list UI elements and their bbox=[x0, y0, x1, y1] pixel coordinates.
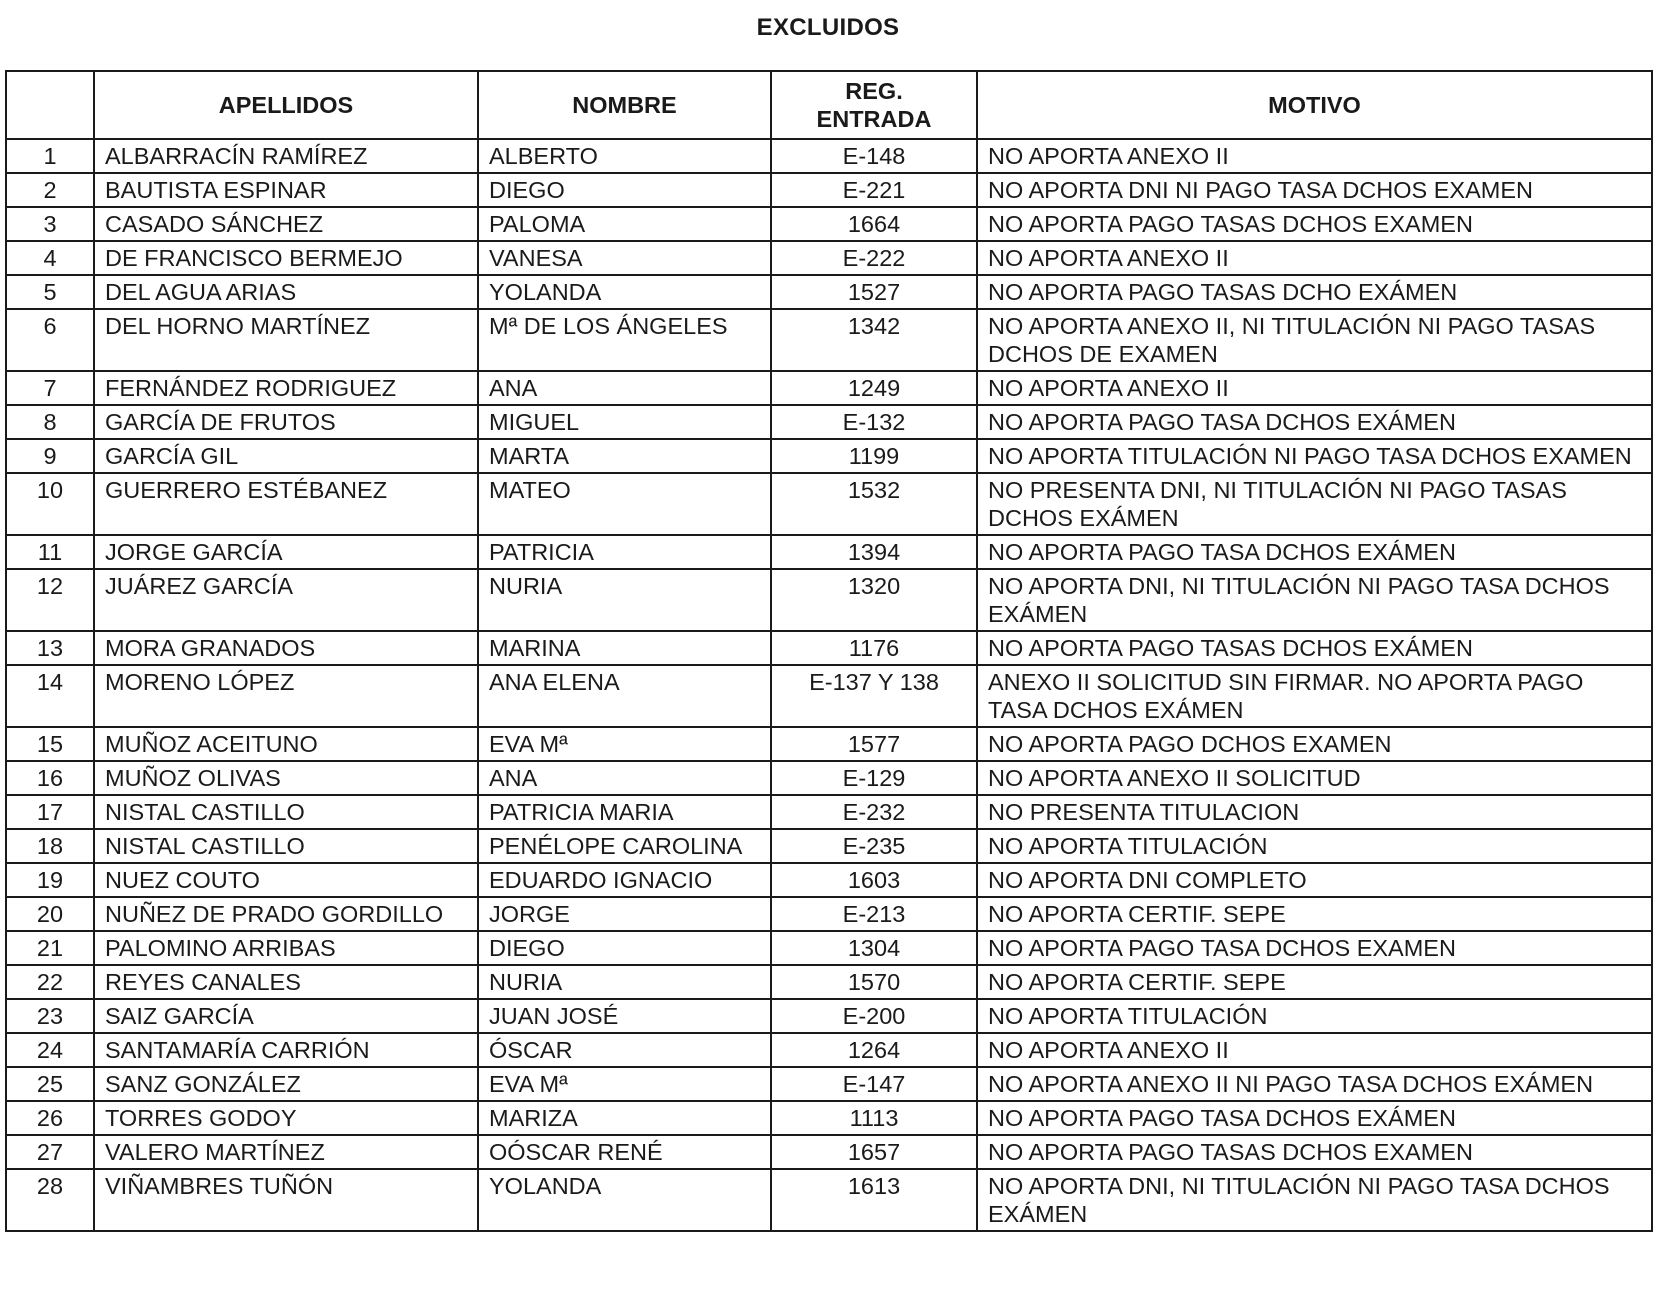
row-number: 13 bbox=[6, 631, 94, 665]
row-number: 12 bbox=[6, 569, 94, 631]
motivo-cell: NO APORTA PAGO TASA DCHOS EXÁMEN bbox=[977, 535, 1652, 569]
apellidos-cell: VALERO MARTÍNEZ bbox=[94, 1135, 478, 1169]
motivo-cell: NO APORTA ANEXO II bbox=[977, 371, 1652, 405]
motivo-cell: NO PRESENTA DNI, NI TITULACIÓN NI PAGO TASAS DCHOS EXÁMEN bbox=[977, 473, 1652, 535]
row-number: 26 bbox=[6, 1101, 94, 1135]
motivo-cell: NO APORTA CERTIF. SEPE bbox=[977, 965, 1652, 999]
apellidos-cell: MORA GRANADOS bbox=[94, 631, 478, 665]
table-row bbox=[6, 371, 1652, 405]
motivo-cell: NO APORTA PAGO TASA DCHOS EXÁMEN bbox=[977, 1101, 1652, 1135]
header-apellidos: APELLIDOS bbox=[94, 71, 478, 139]
apellidos-cell: TORRES GODOY bbox=[94, 1101, 478, 1135]
reg-entrada-cell: E-232 bbox=[771, 795, 977, 829]
excluded-table bbox=[5, 70, 1653, 1232]
nombre-cell: EDUARDO IGNACIO bbox=[478, 863, 771, 897]
table-row bbox=[6, 931, 1652, 965]
table-row bbox=[6, 1033, 1652, 1067]
table-row bbox=[6, 761, 1652, 795]
motivo-cell: ANEXO II SOLICITUD SIN FIRMAR. NO APORTA PAGO TASA DCHOS EXÁMEN bbox=[977, 665, 1652, 727]
nombre-cell: PALOMA bbox=[478, 207, 771, 241]
motivo-cell: NO APORTA DNI, NI TITULACIÓN NI PAGO TASA DCHOS EXÁMEN bbox=[977, 1169, 1652, 1231]
row-number: 8 bbox=[6, 405, 94, 439]
motivo-cell: NO APORTA ANEXO II, NI TITULACIÓN NI PAGO TASAS DCHOS DE EXAMEN bbox=[977, 309, 1652, 371]
apellidos-cell: SAIZ GARCÍA bbox=[94, 999, 478, 1033]
motivo-cell: NO APORTA DNI COMPLETO bbox=[977, 863, 1652, 897]
nombre-cell: ANA ELENA bbox=[478, 665, 771, 727]
row-number: 25 bbox=[6, 1067, 94, 1101]
row-number: 21 bbox=[6, 931, 94, 965]
motivo-cell: NO APORTA PAGO TASAS DCHOS EXÁMEN bbox=[977, 631, 1652, 665]
row-number: 20 bbox=[6, 897, 94, 931]
apellidos-cell: SANZ GONZÁLEZ bbox=[94, 1067, 478, 1101]
reg-entrada-cell: 1394 bbox=[771, 535, 977, 569]
motivo-cell: NO APORTA TITULACIÓN bbox=[977, 999, 1652, 1033]
row-number: 22 bbox=[6, 965, 94, 999]
reg-entrada-cell: E-200 bbox=[771, 999, 977, 1033]
row-number: 14 bbox=[6, 665, 94, 727]
row-number: 23 bbox=[6, 999, 94, 1033]
reg-entrada-cell: 1570 bbox=[771, 965, 977, 999]
header-reg-line1: REG. bbox=[845, 78, 903, 104]
header-row bbox=[6, 71, 1652, 139]
apellidos-cell: MUÑOZ OLIVAS bbox=[94, 761, 478, 795]
apellidos-cell: ALBARRACÍN RAMÍREZ bbox=[94, 139, 478, 173]
nombre-cell: PATRICIA bbox=[478, 535, 771, 569]
motivo-cell: NO APORTA ANEXO II bbox=[977, 139, 1652, 173]
table-row bbox=[6, 631, 1652, 665]
table-row bbox=[6, 897, 1652, 931]
apellidos-cell: JORGE GARCÍA bbox=[94, 535, 478, 569]
motivo-cell: NO APORTA PAGO TASAS DCHOS EXAMEN bbox=[977, 1135, 1652, 1169]
reg-entrada-cell: 1603 bbox=[771, 863, 977, 897]
reg-entrada-cell: 1657 bbox=[771, 1135, 977, 1169]
apellidos-cell: DEL HORNO MARTÍNEZ bbox=[94, 309, 478, 371]
apellidos-cell: BAUTISTA ESPINAR bbox=[94, 173, 478, 207]
apellidos-cell: VIÑAMBRES TUÑÓN bbox=[94, 1169, 478, 1231]
reg-entrada-cell: 1199 bbox=[771, 439, 977, 473]
nombre-cell: DIEGO bbox=[478, 173, 771, 207]
nombre-cell: MARIZA bbox=[478, 1101, 771, 1135]
reg-entrada-cell: 1342 bbox=[771, 309, 977, 371]
page-title: EXCLUIDOS bbox=[756, 14, 900, 41]
row-number: 28 bbox=[6, 1169, 94, 1231]
motivo-cell: NO APORTA ANEXO II NI PAGO TASA DCHOS EXÁMEN bbox=[977, 1067, 1652, 1101]
motivo-cell: NO APORTA DNI NI PAGO TASA DCHOS EXAMEN bbox=[977, 173, 1652, 207]
reg-entrada-cell: 1613 bbox=[771, 1169, 977, 1231]
table-row bbox=[6, 665, 1652, 727]
table-row bbox=[6, 173, 1652, 207]
motivo-cell: NO APORTA TITULACIÓN NI PAGO TASA DCHOS EXAMEN bbox=[977, 439, 1652, 473]
reg-entrada-cell: E-147 bbox=[771, 1067, 977, 1101]
row-number: 3 bbox=[6, 207, 94, 241]
nombre-cell: ANA bbox=[478, 761, 771, 795]
nombre-cell: ALBERTO bbox=[478, 139, 771, 173]
row-number: 2 bbox=[6, 173, 94, 207]
nombre-cell: OÓSCAR RENÉ bbox=[478, 1135, 771, 1169]
table-row bbox=[6, 241, 1652, 275]
row-number: 15 bbox=[6, 727, 94, 761]
table-row bbox=[6, 535, 1652, 569]
apellidos-cell: DEL AGUA ARIAS bbox=[94, 275, 478, 309]
apellidos-cell: JUÁREZ GARCÍA bbox=[94, 569, 478, 631]
apellidos-cell: NUEZ COUTO bbox=[94, 863, 478, 897]
nombre-cell: PATRICIA MARIA bbox=[478, 795, 771, 829]
row-number: 10 bbox=[6, 473, 94, 535]
nombre-cell: NURIA bbox=[478, 569, 771, 631]
table-row bbox=[6, 999, 1652, 1033]
nombre-cell: MARTA bbox=[478, 439, 771, 473]
table-row bbox=[6, 1169, 1652, 1231]
table-row bbox=[6, 439, 1652, 473]
motivo-cell: NO APORTA ANEXO II bbox=[977, 241, 1652, 275]
reg-entrada-cell: 1527 bbox=[771, 275, 977, 309]
table-row bbox=[6, 1135, 1652, 1169]
row-number: 11 bbox=[6, 535, 94, 569]
table-row bbox=[6, 1101, 1652, 1135]
apellidos-cell: MORENO LÓPEZ bbox=[94, 665, 478, 727]
apellidos-cell: SANTAMARÍA CARRIÓN bbox=[94, 1033, 478, 1067]
table-row bbox=[6, 727, 1652, 761]
header-reg-line2: ENTRADA bbox=[816, 106, 932, 132]
reg-entrada-cell: 1320 bbox=[771, 569, 977, 631]
row-number: 24 bbox=[6, 1033, 94, 1067]
nombre-cell: ÓSCAR bbox=[478, 1033, 771, 1067]
reg-entrada-cell: 1577 bbox=[771, 727, 977, 761]
row-number: 7 bbox=[6, 371, 94, 405]
nombre-cell: MIGUEL bbox=[478, 405, 771, 439]
motivo-cell: NO APORTA PAGO TASA DCHOS EXAMEN bbox=[977, 931, 1652, 965]
reg-entrada-cell: E-129 bbox=[771, 761, 977, 795]
nombre-cell: YOLANDA bbox=[478, 1169, 771, 1231]
header-number bbox=[6, 71, 94, 139]
table-row bbox=[6, 139, 1652, 173]
table-row bbox=[6, 965, 1652, 999]
table-row bbox=[6, 1067, 1652, 1101]
apellidos-cell: GUERRERO ESTÉBANEZ bbox=[94, 473, 478, 535]
nombre-cell: YOLANDA bbox=[478, 275, 771, 309]
table-row bbox=[6, 569, 1652, 631]
reg-entrada-cell: E-222 bbox=[771, 241, 977, 275]
row-number: 6 bbox=[6, 309, 94, 371]
motivo-cell: NO PRESENTA TITULACION bbox=[977, 795, 1652, 829]
row-number: 5 bbox=[6, 275, 94, 309]
nombre-cell: Mª DE LOS ÁNGELES bbox=[478, 309, 771, 371]
row-number: 19 bbox=[6, 863, 94, 897]
table-row bbox=[6, 863, 1652, 897]
motivo-cell: NO APORTA PAGO TASAS DCHO EXÁMEN bbox=[977, 275, 1652, 309]
motivo-cell: NO APORTA ANEXO II SOLICITUD bbox=[977, 761, 1652, 795]
motivo-cell: NO APORTA PAGO TASA DCHOS EXÁMEN bbox=[977, 405, 1652, 439]
apellidos-cell: GARCÍA GIL bbox=[94, 439, 478, 473]
table-row bbox=[6, 829, 1652, 863]
nombre-cell: PENÉLOPE CAROLINA bbox=[478, 829, 771, 863]
header-nombre: NOMBRE bbox=[478, 71, 771, 139]
nombre-cell: DIEGO bbox=[478, 931, 771, 965]
table-row bbox=[6, 309, 1652, 371]
apellidos-cell: DE FRANCISCO BERMEJO bbox=[94, 241, 478, 275]
reg-entrada-cell: E-213 bbox=[771, 897, 977, 931]
nombre-cell: NURIA bbox=[478, 965, 771, 999]
table-row bbox=[6, 405, 1652, 439]
nombre-cell: MATEO bbox=[478, 473, 771, 535]
nombre-cell: JUAN JOSÉ bbox=[478, 999, 771, 1033]
nombre-cell: VANESA bbox=[478, 241, 771, 275]
apellidos-cell: GARCÍA DE FRUTOS bbox=[94, 405, 478, 439]
apellidos-cell: FERNÁNDEZ RODRIGUEZ bbox=[94, 371, 478, 405]
reg-entrada-cell: 1249 bbox=[771, 371, 977, 405]
nombre-cell: MARINA bbox=[478, 631, 771, 665]
row-number: 17 bbox=[6, 795, 94, 829]
row-number: 16 bbox=[6, 761, 94, 795]
table-row bbox=[6, 795, 1652, 829]
reg-entrada-cell: E-221 bbox=[771, 173, 977, 207]
reg-entrada-cell: E-132 bbox=[771, 405, 977, 439]
reg-entrada-cell: 1264 bbox=[771, 1033, 977, 1067]
apellidos-cell: NUÑEZ DE PRADO GORDILLO bbox=[94, 897, 478, 931]
nombre-cell: EVA Mª bbox=[478, 1067, 771, 1101]
motivo-cell: NO APORTA ANEXO II bbox=[977, 1033, 1652, 1067]
row-number: 9 bbox=[6, 439, 94, 473]
nombre-cell: EVA Mª bbox=[478, 727, 771, 761]
reg-entrada-cell: 1532 bbox=[771, 473, 977, 535]
header-reg-entrada bbox=[771, 71, 977, 139]
reg-entrada-cell: 1113 bbox=[771, 1101, 977, 1135]
apellidos-cell: PALOMINO ARRIBAS bbox=[94, 931, 478, 965]
apellidos-cell: REYES CANALES bbox=[94, 965, 478, 999]
reg-entrada-cell: E-137 Y 138 bbox=[771, 665, 977, 727]
nombre-cell: ANA bbox=[478, 371, 771, 405]
nombre-cell: JORGE bbox=[478, 897, 771, 931]
motivo-cell: NO APORTA PAGO DCHOS EXAMEN bbox=[977, 727, 1652, 761]
apellidos-cell: MUÑOZ ACEITUNO bbox=[94, 727, 478, 761]
row-number: 1 bbox=[6, 139, 94, 173]
row-number: 4 bbox=[6, 241, 94, 275]
header-motivo: MOTIVO bbox=[977, 71, 1652, 139]
apellidos-cell: CASADO SÁNCHEZ bbox=[94, 207, 478, 241]
table-header bbox=[6, 71, 1652, 139]
motivo-cell: NO APORTA TITULACIÓN bbox=[977, 829, 1652, 863]
apellidos-cell: NISTAL CASTILLO bbox=[94, 829, 478, 863]
table-row bbox=[6, 473, 1652, 535]
reg-entrada-cell: E-148 bbox=[771, 139, 977, 173]
reg-entrada-cell: 1664 bbox=[771, 207, 977, 241]
row-number: 18 bbox=[6, 829, 94, 863]
table-row bbox=[6, 207, 1652, 241]
reg-entrada-cell: 1176 bbox=[771, 631, 977, 665]
motivo-cell: NO APORTA DNI, NI TITULACIÓN NI PAGO TASA DCHOS EXÁMEN bbox=[977, 569, 1652, 631]
reg-entrada-cell: 1304 bbox=[771, 931, 977, 965]
reg-entrada-cell: E-235 bbox=[771, 829, 977, 863]
row-number: 27 bbox=[6, 1135, 94, 1169]
motivo-cell: NO APORTA CERTIF. SEPE bbox=[977, 897, 1652, 931]
motivo-cell: NO APORTA PAGO TASAS DCHOS EXAMEN bbox=[977, 207, 1652, 241]
table-body bbox=[6, 139, 1652, 1231]
apellidos-cell: NISTAL CASTILLO bbox=[94, 795, 478, 829]
table-row bbox=[6, 275, 1652, 309]
